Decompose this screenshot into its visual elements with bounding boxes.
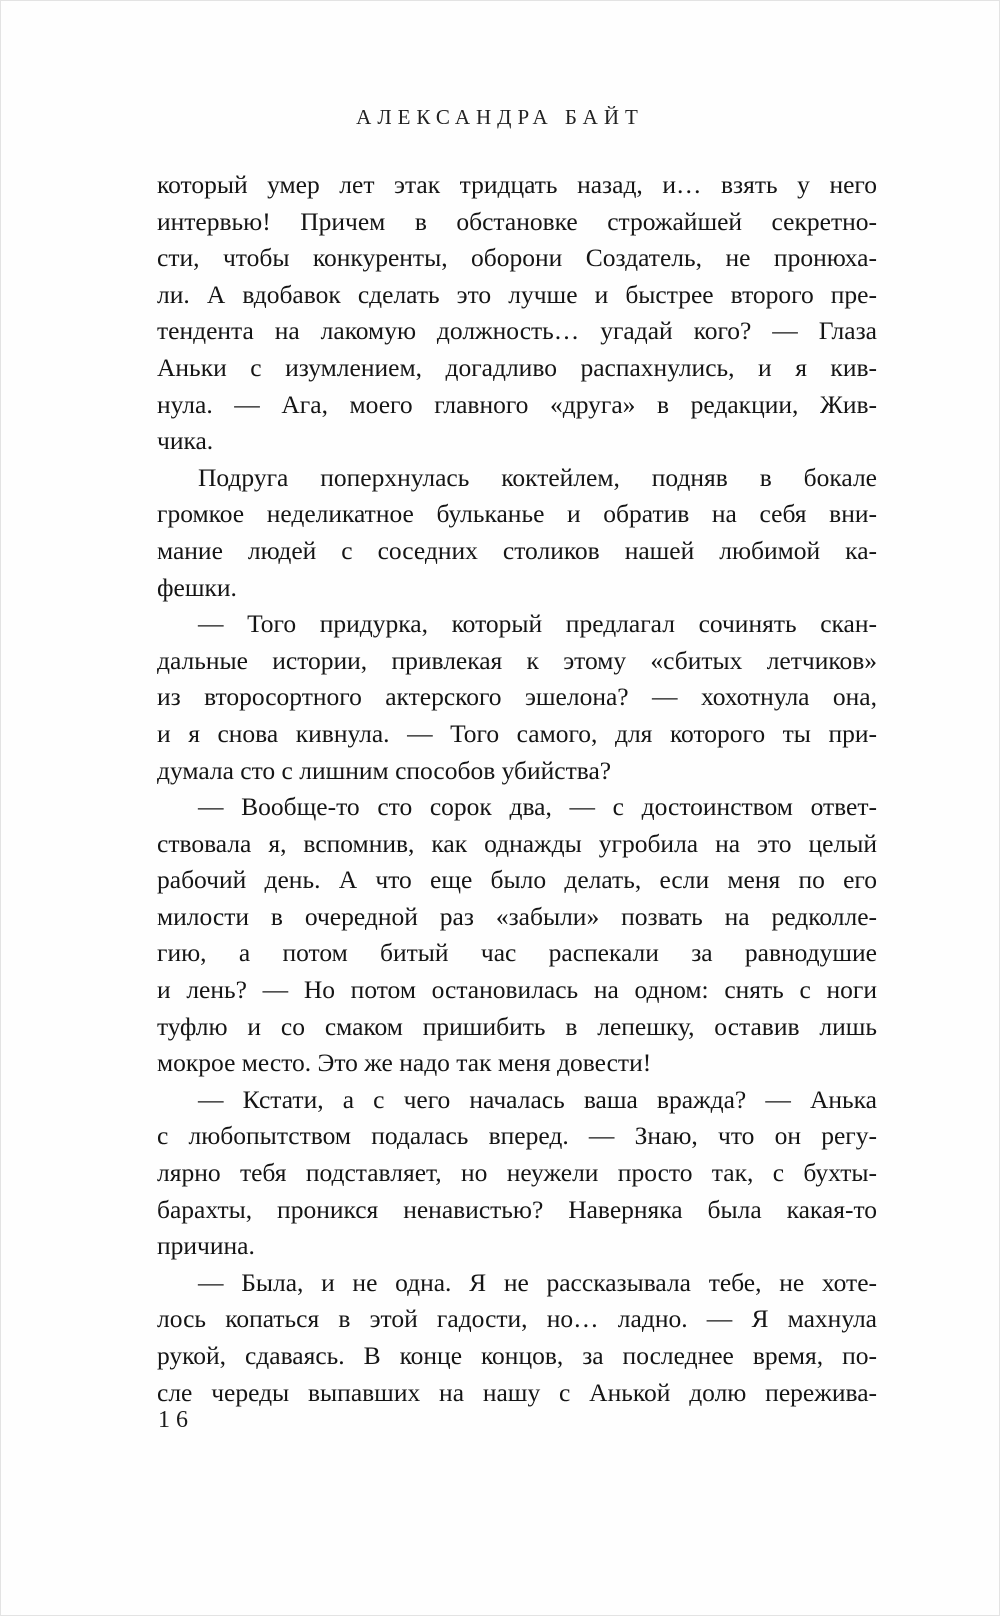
text-line: рукой, сдаваясь. В конце концов, за последнее время, по- [157,1341,877,1370]
text-line: барахты, проникся ненавистью? Наверняка была какая-то [157,1194,877,1224]
text-line: мокрое место. Это же надо так меня довести! [157,1048,652,1078]
text-line: чика. [157,426,214,456]
text-line: туфлю и со смаком пришибить в лепешку, оставив лишь [157,1011,877,1041]
text-line: мание людей с соседних столиков нашей любимой ка- [157,535,877,565]
text-line: гию, а потом битый час распекали за равнодушие [157,938,877,968]
page-text-block [157,167,877,1411]
text-line: и я снова кивнула. — Того самого, для которого ты при- [157,718,877,748]
text-line: который умер лет этак тридцать назад, и… взять у него [157,170,877,199]
text-line: сти, чтобы конкуренты, оборони Создатель, не пронюха- [157,243,877,273]
text-line: — Того придурка, который предлагал сочинять скан- [198,609,877,639]
page-number: 16 [158,1407,194,1433]
text-line: тендента на лакомую должность… угадай кого? — Глаза [157,316,877,346]
text-line: — Была, и не одна. Я не рассказывала тебе, не хоте- [198,1267,877,1297]
text-line: и лень? — Но потом остановилась на одном: снять с ноги [157,975,877,1005]
paragraph [157,789,877,1082]
text-line: милости в очередной раз «забыли» позвать на редколле- [157,901,877,931]
text-line: Аньки с изумлением, догадливо распахнулись, и я кив- [157,352,877,382]
text-line: из второсортного актерского эшелона? — хохотнула она, [157,682,877,712]
text-line: фешки. [157,572,237,602]
text-line: с любопытством подалась вперед. — Знаю, что он регу- [157,1121,877,1151]
text-line: интервью! Причем в обстановке строжайшей секретно- [157,206,877,236]
text-line: лярно тебя подставляет, но неужели просто так, с бухты- [157,1158,877,1188]
running-header: АЛЕКСАНДРА БАЙТ [356,105,644,129]
paragraph [157,460,877,606]
text-line: Подруга поперхнулась коктейлем, подняв в бокале [198,462,877,492]
text-line: — Вообще-то сто сорок два, — с достоинством ответ- [198,792,877,822]
text-line: думала сто с лишним способов убийства? [157,755,612,785]
text-line: нула. — Ага, моего главного «друга» в редакции, Жив- [157,389,877,419]
text-line: — Кстати, а с чего началась ваша вражда? — Анька [198,1084,877,1114]
text-line: ствовала я, вспомнив, как однажды угробила на это целый [157,828,877,858]
text-line: громкое неделикатное бульканье и обратив на себя вни- [157,499,877,529]
text-line: ли. А вдобавок сделать это лучше и быстрее второго пре- [157,279,877,309]
text-line: причина. [157,1231,255,1261]
paragraph [157,606,877,789]
paragraph [157,1082,877,1265]
text-line: сле череды выпавших на нашу с Анькой долю пережива- [157,1377,877,1407]
text-line: дальные истории, привлекая к этому «сбитых летчиков» [157,645,877,675]
text-line: рабочий день. А что еще было делать, если меня по его [157,865,877,895]
paragraph [157,167,877,460]
paragraph [157,1265,877,1411]
text-line: лось копаться в этой гадости, но… ладно. — Я махнула [157,1304,877,1334]
